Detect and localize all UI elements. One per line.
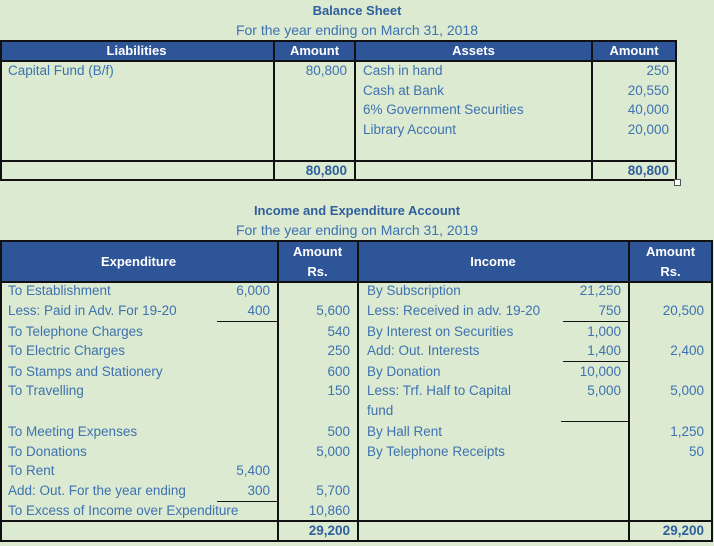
expenditure-amount: 540	[327, 324, 350, 339]
header-amount-liabilities: Amount	[289, 43, 340, 58]
income-amount: 20,500	[662, 303, 704, 318]
column-divider	[357, 240, 359, 542]
header-amount-right: Amount	[645, 244, 696, 259]
asset-amount: 40,000	[627, 102, 669, 117]
expenditure-amount: 600	[327, 364, 350, 379]
ie-subtitle: For the year ending on March 31, 2019	[235, 222, 479, 238]
income-label: Less: Received in adv. 19-20	[367, 303, 541, 318]
ie-title: Income and Expenditure Account	[253, 203, 461, 218]
expenditure-label: Add: Out. For the year ending	[8, 483, 186, 498]
total-liabilities: 80,800	[305, 163, 347, 178]
income-sub: 5,000	[587, 383, 621, 398]
header-income: Income	[470, 254, 516, 269]
subtotal-underline	[217, 321, 277, 322]
asset-label: Cash at Bank	[363, 83, 445, 98]
total-expenditure: 29,200	[308, 523, 350, 538]
expenditure-sub: 6,000	[236, 283, 270, 298]
expenditure-label: To Telephone Charges	[8, 324, 143, 339]
column-divider	[277, 240, 279, 542]
income-amount: 1,250	[670, 424, 704, 439]
income-label: By Interest on Securities	[367, 324, 514, 339]
balance-sheet-subtitle: For the year ending on March 31, 2018	[235, 22, 479, 38]
header-assets: Assets	[452, 43, 495, 58]
income-sub: 1,000	[587, 324, 621, 339]
header-amount-assets: Amount	[609, 43, 659, 58]
expenditure-label: To Rent	[8, 463, 55, 478]
asset-amount: 20,000	[627, 122, 669, 137]
expenditure-amount: 5,600	[316, 303, 350, 318]
asset-label: Library Account	[363, 122, 457, 137]
income-sub: 10,000	[579, 364, 621, 379]
income-amount: 2,400	[670, 343, 704, 358]
header-rs-right: Rs.	[660, 264, 681, 279]
header-rs-left: Rs.	[307, 264, 328, 279]
income-label: By Hall Rent	[367, 424, 443, 439]
income-amount: 5,000	[670, 383, 704, 398]
expenditure-amount: 250	[327, 343, 350, 358]
expenditure-label: To Establishment	[8, 283, 111, 298]
expenditure-label: To Electric Charges	[8, 343, 126, 358]
total-assets: 80,800	[627, 163, 669, 178]
total-income: 29,200	[662, 523, 704, 538]
income-sub: 21,250	[579, 283, 621, 298]
asset-amount: 250	[646, 63, 669, 78]
expenditure-sub: 300	[247, 483, 270, 498]
expenditure-label: To Stamps and Stationery	[8, 364, 163, 379]
income-label: By Donation	[367, 364, 441, 379]
income-label: fund	[367, 403, 394, 418]
expenditure-sub: 5,400	[236, 463, 270, 478]
expenditure-label: To Meeting Expenses	[8, 424, 138, 439]
header-liabilities: Liabilities	[106, 43, 167, 58]
income-sub: 1,400	[587, 343, 621, 358]
income-label: By Subscription	[367, 283, 461, 298]
liability-label: Capital Fund (B/f)	[8, 63, 114, 78]
subtotal-underline	[561, 421, 628, 422]
expenditure-amount: 10,860	[308, 503, 350, 518]
expenditure-label: To Travelling	[8, 383, 84, 398]
resize-handle-icon[interactable]	[674, 179, 681, 186]
expenditure-label: To Excess of Income over Expenditure	[8, 503, 239, 518]
asset-amount: 20,550	[627, 83, 669, 98]
income-label: Less: Trf. Half to Capital	[367, 383, 512, 398]
income-sub: 750	[598, 303, 621, 318]
income-label: By Telephone Receipts	[367, 444, 505, 459]
header-expenditure: Expenditure	[100, 254, 177, 269]
header-amount-left: Amount	[292, 244, 343, 259]
liability-amount: 80,800	[305, 63, 347, 78]
expenditure-amount: 150	[327, 383, 350, 398]
asset-label: Cash in hand	[363, 63, 443, 78]
expenditure-sub: 400	[247, 303, 270, 318]
income-amount: 50	[688, 444, 704, 459]
balance-sheet-title: Balance Sheet	[312, 3, 402, 18]
income-label: Add: Out. Interests	[367, 343, 480, 358]
expenditure-amount: 5,000	[316, 444, 350, 459]
expenditure-amount: 500	[327, 424, 350, 439]
expenditure-label: To Donations	[8, 444, 87, 459]
expenditure-amount: 5,700	[316, 483, 350, 498]
asset-label: 6% Government Securities	[363, 102, 524, 117]
expenditure-label: Less: Paid in Adv. For 19-20	[8, 303, 177, 318]
